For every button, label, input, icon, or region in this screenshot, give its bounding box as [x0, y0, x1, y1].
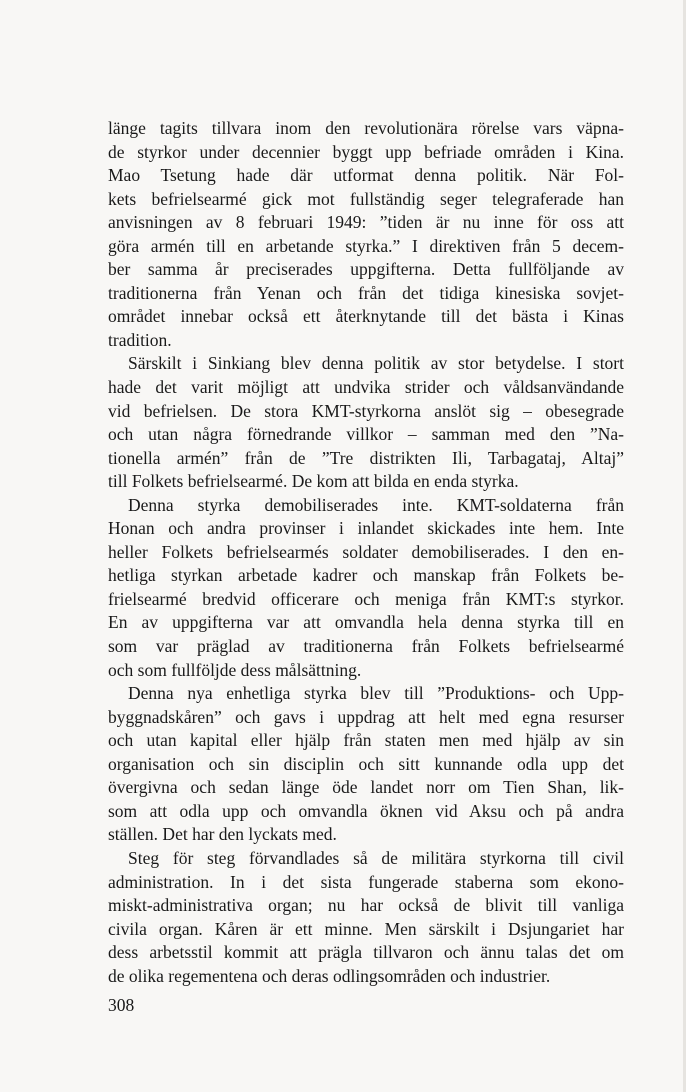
text-line: En av uppgifterna var att omvandla hela denna styrka till en [108, 612, 624, 633]
text-line: Mao Tsetung hade där utformat denna politik. När Fol- [108, 165, 624, 186]
text-line: och som fullföljde dess målsättning. [108, 659, 362, 680]
text-line: området innebar också ett återknytande till det bästa i Kinas [108, 306, 624, 327]
text-line: traditionerna från Yenan och från det tidiga kinesiska sovjet- [108, 282, 624, 303]
text-line: ber samma år preciserades uppgifterna. Detta fullföljande av [108, 259, 624, 280]
text-line: Särskilt i Sinkiang blev denna politik av stor betydelse. I stort [128, 353, 624, 374]
text-line: hade det varit möjligt att undvika strider och våldsanvändande [108, 377, 624, 398]
text-line: tionella armén” från de ”Tre distrikten Ili, Tarbagataj, Altaj” [108, 447, 624, 468]
text-line: organisation och sin disciplin och sitt kunnande odla upp det [108, 753, 624, 774]
page-number: 308 [108, 995, 135, 1015]
text-line: Honan och andra provinser i inlandet skickades inte hem. Inte [108, 518, 624, 539]
text-line: frielsearmé bredvid officerare och meniga från KMT:s styrkor. [108, 588, 624, 609]
text-line: göra armén till en arbetande styrka.” I direktiven från 5 decem- [108, 235, 624, 256]
text-line: de styrkor under decennier byggt upp befriade områden i Kina. [108, 141, 624, 162]
text-line: länge tagits tillvara inom den revolutionära rörelse vars väpna- [108, 118, 624, 138]
body-text [108, 117, 624, 988]
text-line: som att odla upp och omvandla öknen vid Aksu och på andra [108, 800, 624, 821]
text-line: ställen. Det har den lyckats med. [108, 824, 337, 845]
text-line: till Folkets befrielsearmé. De kom att bilda en enda styrka. [108, 471, 519, 492]
text-line: de olika regementena och deras odlingsområden och industrier. [108, 965, 551, 986]
text-line: tradition. [108, 329, 172, 350]
text-line: Denna styrka demobiliserades inte. KMT-soldaterna från [128, 494, 624, 515]
text-line: kets befrielsearmé gick mot fullständig seger telegraferade han [108, 188, 624, 209]
text-line: som var präglad av traditionerna från Folkets befrielsearmé [108, 636, 624, 657]
text-line: Denna nya enhetliga styrka blev till ”Produktions- och Upp- [128, 683, 624, 704]
text-line: byggnadskåren” och gavs i uppdrag att helt med egna resurser [108, 706, 624, 727]
text-line: dess arbetsstil kommit att prägla tillvaron och ännu talas det om [108, 942, 624, 963]
text-line: administration. In i det sista fungerade staberna som ekono- [108, 871, 624, 892]
text-line: och utan kapital eller hjälp från staten men med hjälp av sin [108, 730, 624, 751]
text-line: civila organ. Kåren är ett minne. Men särskilt i Dsjungariet har [108, 918, 624, 939]
text-line: heller Folkets befrielsearmés soldater demobiliserades. I den en- [108, 541, 624, 562]
text-line: vid befrielsen. De stora KMT-styrkorna anslöt sig – obesegrade [108, 400, 624, 421]
text-line: Steg för steg förvandlades så de militära styrkorna till civil [128, 847, 624, 868]
text-line: anvisningen av 8 februari 1949: ”tiden är nu inne för oss att [108, 212, 624, 233]
text-line: hetliga styrkan arbetade kadrer och manskap från Folkets be- [108, 565, 624, 586]
text-line: miskt-administrativa organ; nu har också de blivit till vanliga [108, 895, 624, 916]
text-line: övergivna och sedan länge öde landet norr om Tien Shan, lik- [108, 777, 624, 798]
text-line: och utan några förnedrande villkor – samman med den ”Na- [108, 424, 624, 445]
